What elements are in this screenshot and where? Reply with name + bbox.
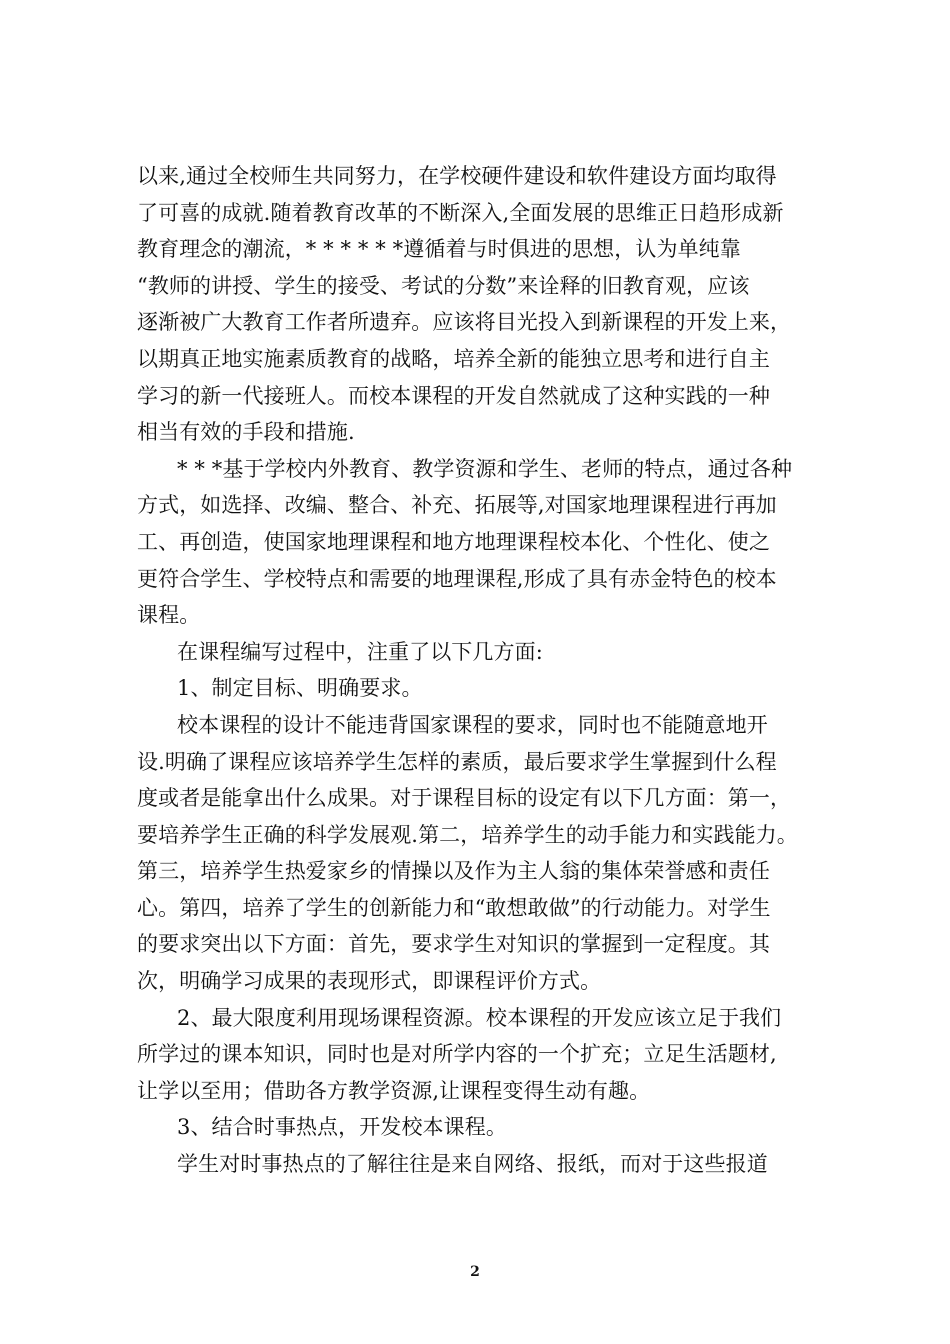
text-line: 所学过的课本知识，同时也是对所学内容的一个扩充；立足生活题材, [137,1042,777,1067]
text-line: 更符合学生、学校特点和需要的地理课程,形成了具有赤金特色的校本 [137,566,777,591]
text-line: 方式，如选择、改编、整合、补充、拓展等,对国家地理课程进行再加 [137,493,777,518]
text-line: 课程。 [137,603,201,628]
text-line: 的要求突出以下方面：首先，要求学生对知识的掌握到一定程度。其 [137,932,770,957]
text-line: 工、再创造，使国家地理课程和地方地理课程校本化、个性化、使之 [137,529,770,554]
text-line: 设.明确了课程应该培养学生怎样的素质，最后要求学生掌握到什么程 [137,749,777,774]
paragraph-first-line: * * *基于学校内外教育、教学资源和学生、老师的特点，通过各种 [177,456,793,481]
text-line: 度或者是能拿出什么成果。对于课程目标的设定有以下几方面：第一， [137,786,792,811]
text-line: 心。第四，培养了学生的创新能力和“敢想敢做”的行动能力。对学生 [137,895,771,920]
paragraph-first-line: 学生对时事热点的了解往往是来自网络、报纸，而对于这些报道 [177,1152,768,1177]
text-line: 教育理念的潮流，* * * * * *遵循着与时俱进的思想，认为单纯靠 [137,237,741,262]
text-line: 要培养学生正确的科学发展观.第二，培养学生的动手能力和实践能力。 [137,822,798,847]
text-line: 以期真正地实施素质教育的战略，培养全新的能独立思考和进行自主 [137,346,770,371]
page-number: 2 [470,1264,480,1280]
text-line: 学习的新一代接班人。而校本课程的开发自然就成了这种实践的一种 [137,383,770,408]
text-line: 逐渐被广大教育工作者所遗弃。应该将目光投入到新课程的开发上来， [137,310,792,335]
text-line: 了可喜的成就.随着教育改革的不断深入,全面发展的思维正日趋形成新 [137,200,784,225]
paragraph-first-line: 校本课程的设计不能违背国家课程的要求，同时也不能随意地开 [177,712,768,737]
section-heading: 3、结合时事热点，开发校本课程。 [177,1115,507,1140]
text-line: “教师的讲授、学生的接受、考试的分数”来诠释的旧教育观，应该 [137,273,750,298]
text-line: 让学以至用；借助各方教学资源,让课程变得生动有趣。 [137,1078,651,1103]
section-heading: 1、制定目标、明确要求。 [177,676,423,701]
section-heading: 2、最大限度利用现场课程资源。校本课程的开发应该立足于我们 [177,1005,782,1030]
text-line: 以来,通过全校师生共同努力，在学校硬件建设和软件建设方面均取得 [137,164,777,188]
paragraph-first-line: 在课程编写过程中，注重了以下几方面: [177,639,543,664]
text-line: 相当有效的手段和措施. [137,420,355,445]
body-text [137,158,827,1183]
text-line: 第三，培养学生热爱家乡的情操以及作为主人翁的集体荣誉感和责任 [137,859,770,884]
text-line: 次，明确学习成果的表现形式，即课程评价方式。 [137,969,602,994]
